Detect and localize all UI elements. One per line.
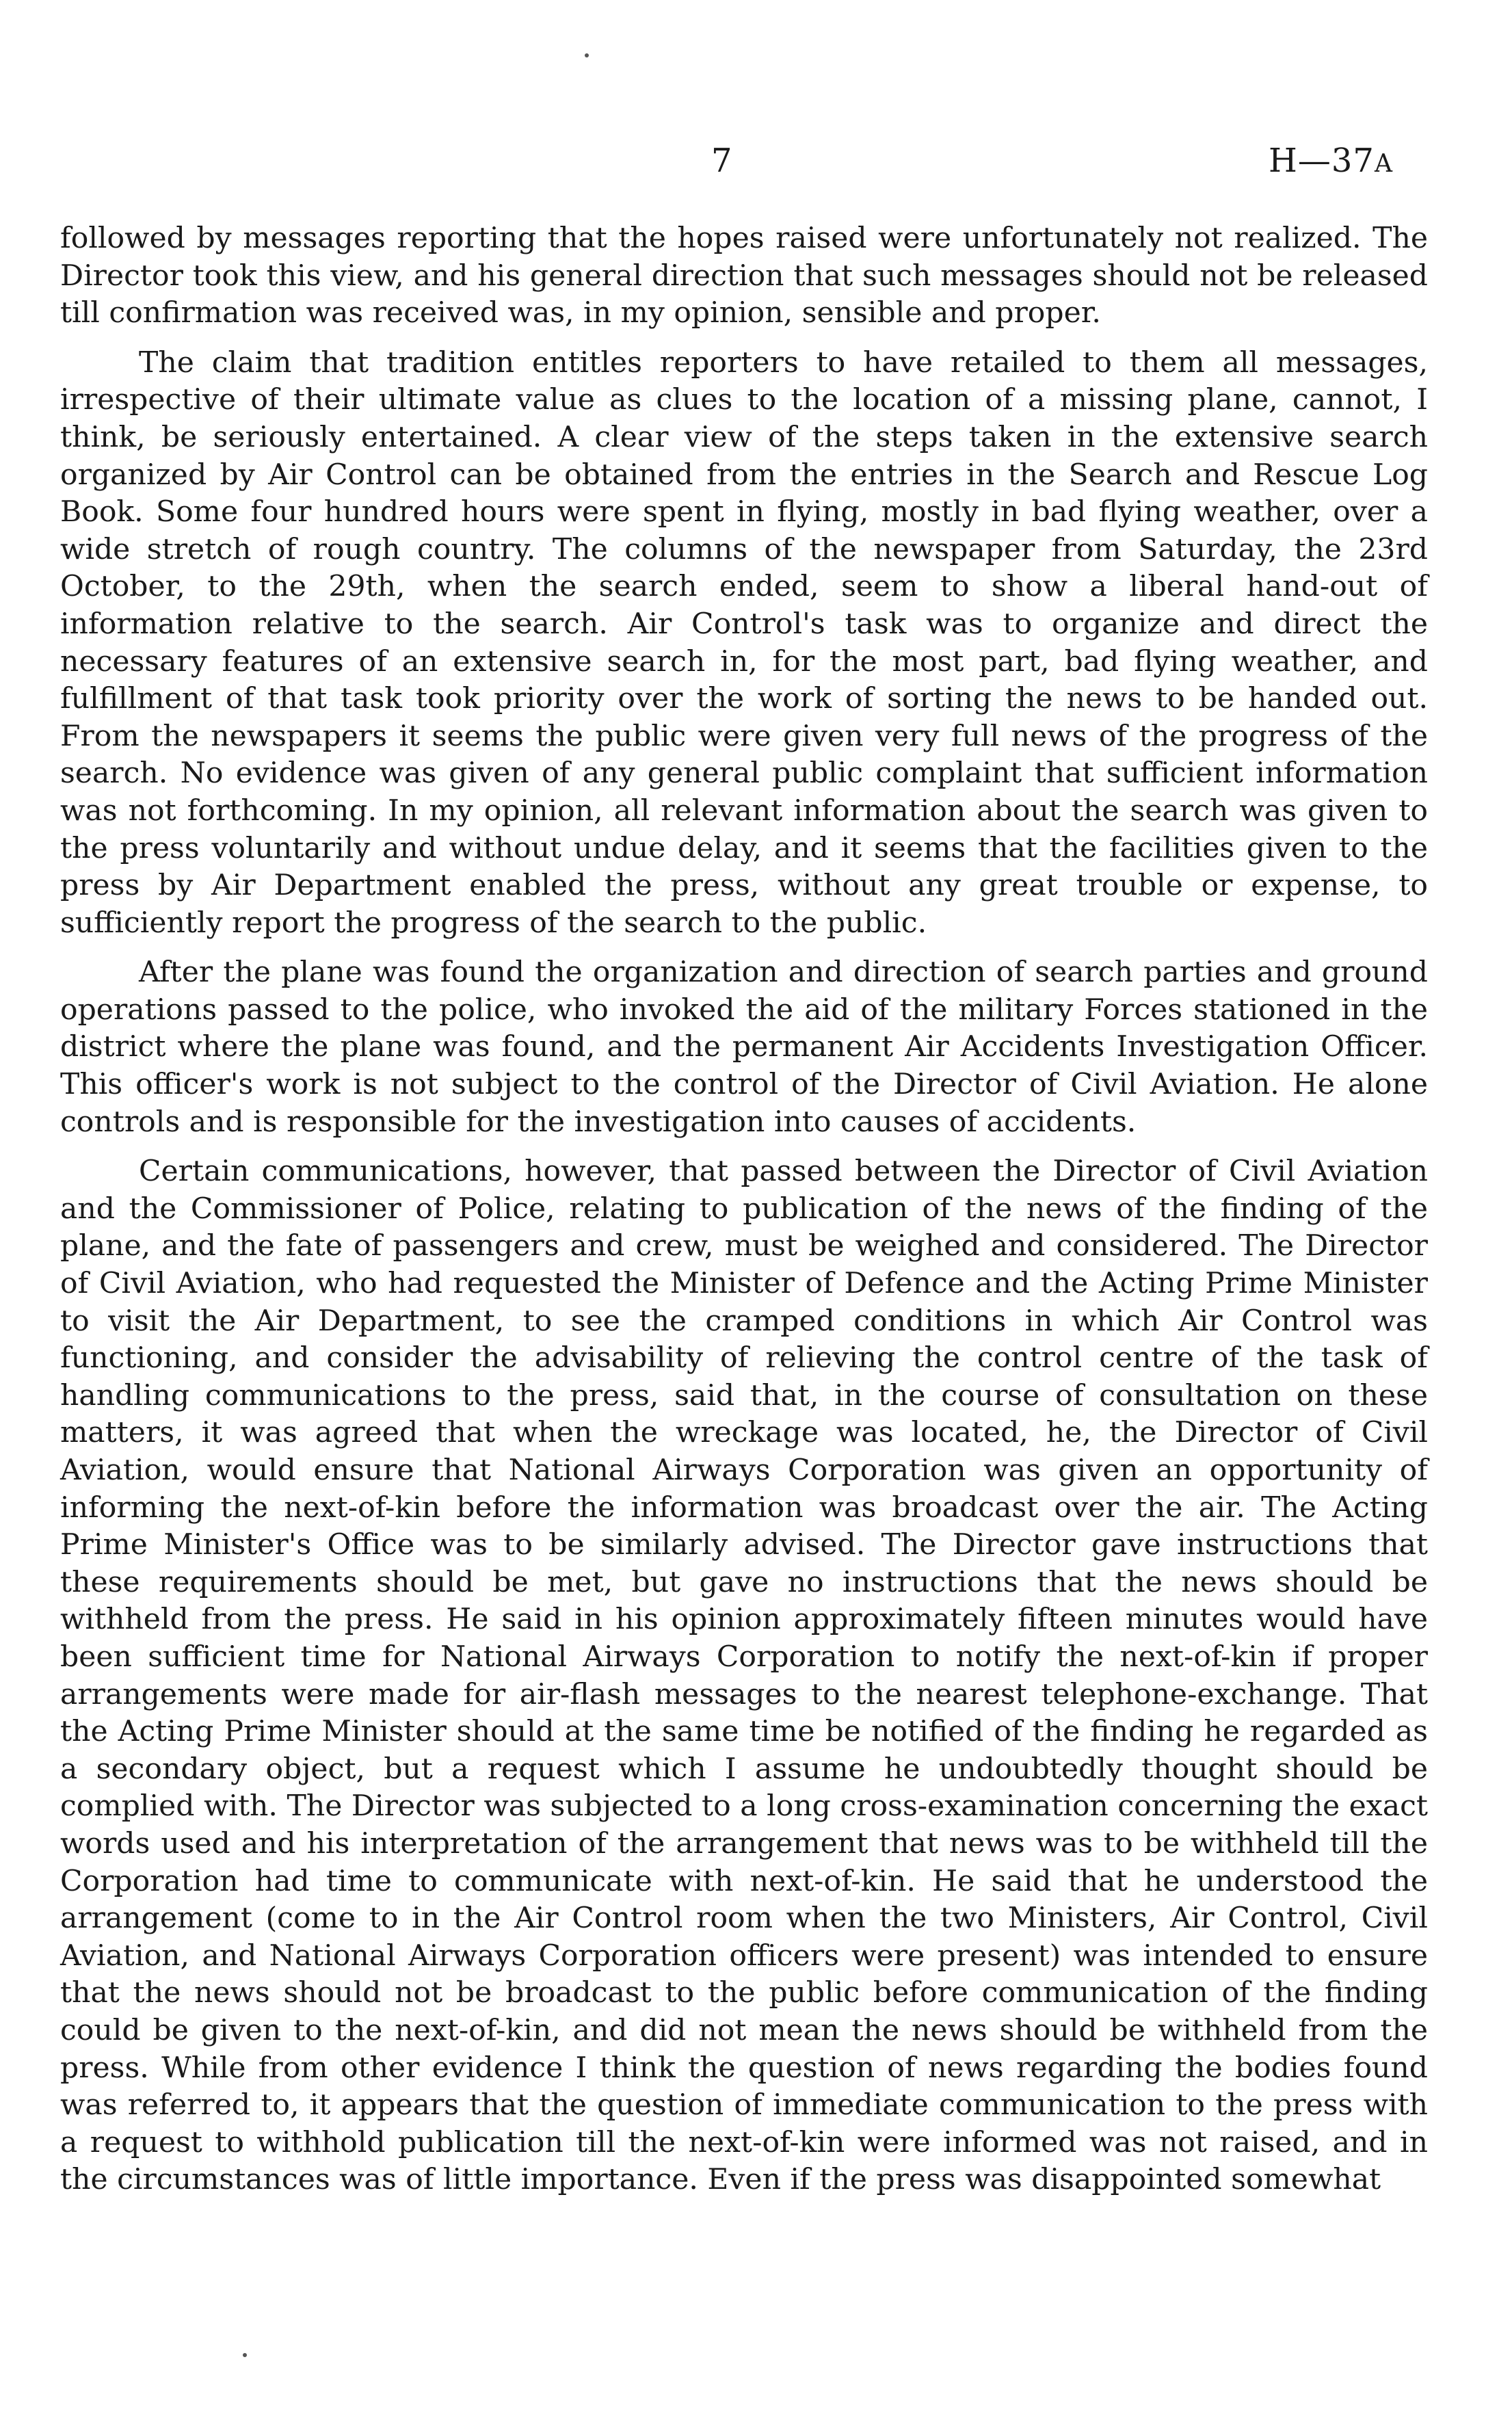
paragraph: The claim that tradition entitles reporters to have retailed to them all messages, irrespective of their ultimate value as clues to the location of a missing plane, cannot, I think, be seriously entertained. A clear view of the steps taken in the extensive search organized by Air Control can be obtained from the entries in the Search and Rescue Log Book. Some four hundred hours were spent in flying, mostly in bad flying weather, over a wide stretch of rough country. The columns of the newspaper from Saturday, the 23rd October, to the 29th, when the search ended, seem to show a liberal hand-out of information relative to the search. Air Control's task was to organize and direct the necessary features of an extensive search in, for the most part, bad flying weather, and fulfillment of that task took priority over the work of sorting the news to be handed out. From the newspapers it seems the public were given very full news of the progress of the search. No evidence was given of any general public complaint that sufficient information was not forthcoming. In my opinion, all relevant information about the search was given to the press voluntarily and without undue delay, and it seems that the facilities given to the press by Air Department enabled the press, without any great trouble or expense, to sufficiently report the progress of the search to the public. <box>60 345 1428 940</box>
scan-speck <box>585 53 589 57</box>
page-number: 7 <box>711 142 732 180</box>
page-header <box>0 140 1512 188</box>
scan-speck <box>243 2353 247 2357</box>
document-reference-suffix: A <box>1374 150 1393 178</box>
document-reference-main: H—37 <box>1269 142 1375 180</box>
body-text <box>60 220 1428 2211</box>
paragraph: Certain communications, however, that passed between the Director of Civil Aviation and the Commissioner of Police, relating to publication of the news of the finding of the plane, and the fate of passengers and crew, must be weighed and considered. The Director of Civil Aviation, who had requested the Minister of Defence and the Acting Prime Minister to visit the Air Department, to see the cramped conditions in which Air Control was functioning, and consider the advisability of relieving the control centre of the task of handling communications to the press, said that, in the course of consultation on these matters, it was agreed that when the wreckage was located, he, the Director of Civil Aviation, would ensure that National Airways Corporation was given an opportunity of informing the next-of-kin before the information was broadcast over the air. The Acting Prime Minister's Office was to be similarly advised. The Director gave instructions that these requirements should be met, but gave no instructions that the news should be withheld from the press. He said in his opinion approximately fifteen minutes would have been sufficient time for National Airways Corporation to notify the next-of-kin if proper arrangements were made for air-flash messages to the nearest telephone-exchange. That the Acting Prime Minister should at the same time be notified of the finding he regarded as a secondary object, but a request which I assume he undoubtedly thought should be complied with. The Director was subjected to a long cross-examination concerning the exact words used and his interpretation of the arrangement that news was to be withheld till the Corporation had time to communicate with next-of-kin. He said that he understood the arrangement (come to in the Air Control room when the two Ministers, Air Control, Civil Aviation, and National Airways Corporation officers were present) was intended to ensure that the news should not be broadcast to the public before communication of the finding could be given to the next-of-kin, and did not mean the news should be withheld from the press. While from other evidence I think the question of news regarding the bodies found was referred to, it appears that the question of immediate communication to the press with a request to withhold publication till the next-of-kin were informed was not raised, and in the circumstances was of little importance. Even if the press was disappointed somewhat <box>60 1155 1428 2197</box>
paragraph-continued: followed by messages reporting that the hopes raised were unfortunately not realized. The Director took this view, and his general direction that such messages should not be released till confirmation was received was, in my opinion, sensible and proper. <box>60 222 1428 330</box>
document-reference <box>1269 140 1393 185</box>
paragraph: After the plane was found the organization and direction of search parties and ground operations passed to the police, who invoked the aid of the military Forces stationed in the district where the plane was found, and the permanent Air Accidents Investigation Officer. This officer's work is not subject to the control of the Director of Civil Aviation. He alone controls and is responsible for the investigation into causes of accidents. <box>60 956 1428 1139</box>
